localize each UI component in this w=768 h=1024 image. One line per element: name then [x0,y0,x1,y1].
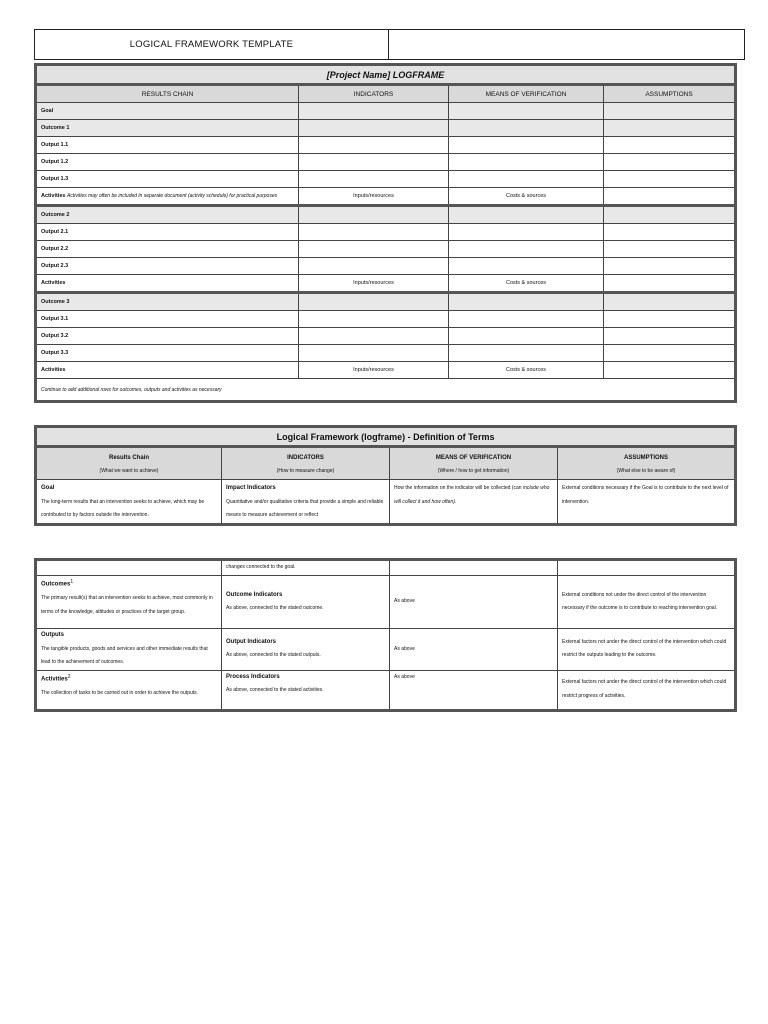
row-output-2-3: Output 2.3 [36,258,299,275]
def-sub-indicators: (How to measure change) [222,464,390,480]
outcomes-mov: As above [390,576,558,629]
process-indicators-term: Process Indicators [226,673,280,680]
goal-mov-a: How the information on the indicator will be collected (can [394,485,523,491]
footnote-1[interactable]: 1 [70,579,74,585]
cell [558,560,736,576]
row-outcome-2: Outcome 2 [36,206,299,224]
cell[interactable] [449,137,604,154]
definitions-caption: Logical Framework (logframe) - Definition of Terms [36,427,736,447]
cell[interactable] [449,171,604,188]
outcomes-term: Outcomes [41,581,71,588]
row-goal: Goal [36,103,299,120]
def-sub-results-chain: (What we want to achieve) [36,464,222,480]
row-output-1-2: Output 1.2 [36,154,299,171]
cell[interactable] [604,154,736,171]
cell[interactable] [299,171,449,188]
cell[interactable] [604,311,736,328]
costs-sources-cell: Costs & sources [449,362,604,379]
impact-indicators-term: Impact Indicators [226,485,276,491]
activities-mov: As above [390,670,558,710]
def-header-assumptions: ASSUMPTIONS [558,447,736,465]
logframe-table [34,63,737,403]
outputs-definition [36,629,222,671]
outcomes-assumption: External conditions not under the direct control of the intervention necessary if the outcome is to contribute to reaching intervention goal. [558,576,736,629]
process-indicators-definition [222,670,390,710]
cell[interactable] [604,241,736,258]
row-activities-1 [36,188,299,206]
inputs-resources-cell: Inputs/resources [299,188,449,206]
title-box [34,29,745,60]
activities-label: Activities [41,193,66,199]
cell[interactable] [449,328,604,345]
outputs-mov: As above [390,629,558,671]
cell[interactable] [449,241,604,258]
impact-indicators-cont: changes connected to the goal. [222,560,390,576]
goal-definition [36,480,222,525]
outcomes-definition [36,576,222,629]
cell[interactable] [449,224,604,241]
outcome-indicators-term: Outcome Indicators [226,591,283,598]
cell[interactable] [604,328,736,345]
cell[interactable] [604,188,736,206]
row-output-3-2: Output 3.2 [36,328,299,345]
impact-indicators-definition [222,480,390,525]
impact-indicators-desc: Quantitative and/or qualitative criteria that provide a simple and reliable means to measure achievement or reflect [226,498,384,518]
cell[interactable] [449,206,604,224]
cell [36,560,222,576]
output-indicators-term: Output Indicators [226,638,276,645]
def-header-mov: MEANS OF VERIFICATION [390,447,558,465]
cell[interactable] [299,241,449,258]
inputs-resources-cell: Inputs/resources [299,275,449,293]
logframe-caption: [Project Name] LOGFRAME [36,65,736,85]
row-output-3-3: Output 3.3 [36,345,299,362]
col-assumptions: ASSUMPTIONS [604,85,736,103]
cell[interactable] [299,328,449,345]
process-indicators-desc: As above, connected to the stated activities. [226,687,324,693]
cell[interactable] [604,120,736,137]
row-output-2-2: Output 2.2 [36,241,299,258]
cell[interactable] [299,258,449,275]
goal-mov [390,480,558,525]
goal-desc: The long-term results that an intervention seeks to achieve, which may be contributed to by factors outside the intervention. [41,498,205,518]
activities-definition [36,670,222,710]
cell[interactable] [299,345,449,362]
cell[interactable] [449,311,604,328]
cell[interactable] [449,154,604,171]
footnote-2[interactable]: 2 [67,673,71,680]
cell[interactable] [449,120,604,137]
output-indicators-definition [222,629,390,671]
cell[interactable] [299,154,449,171]
cell[interactable] [604,137,736,154]
cell[interactable] [604,293,736,311]
cell[interactable] [299,137,449,154]
def-sub-assumptions: (What else to be aware of) [558,464,736,480]
definitions-table [34,425,737,526]
continue-note: Continue to add additional rows for outcomes, outputs and activities as necessary [36,379,736,402]
outcome-indicators-desc: As above, connected to the stated outcome. [226,605,324,611]
cell[interactable] [449,103,604,120]
row-output-1-3: Output 1.3 [36,171,299,188]
cell[interactable] [449,345,604,362]
def-header-results-chain: Results Chain [36,447,222,465]
activities-term: Activities [41,676,68,683]
output-indicators-desc: As above, connected to the stated outputs. [226,652,321,659]
row-output-2-1: Output 2.1 [36,224,299,241]
col-means-of-verification: MEANS OF VERIFICATION [449,85,604,103]
col-results-chain: RESULTS CHAIN [36,85,299,103]
cell[interactable] [604,224,736,241]
outcomes-desc: The primary result(s) that an intervention seeks to achieve, most commonly in terms of the knowledge, attitudes or practices of the target group. [41,595,213,615]
title-blank-cell[interactable] [389,30,744,59]
cell[interactable] [604,345,736,362]
row-activities-3: Activities [36,362,299,379]
costs-sources-cell: Costs & sources [449,275,604,293]
cell[interactable] [604,103,736,120]
cell[interactable] [604,275,736,293]
cell[interactable] [604,258,736,275]
definitions-continuation-table [34,558,737,712]
row-output-1-1: Output 1.1 [36,137,299,154]
document-title: LOGICAL FRAMEWORK TEMPLATE [35,30,389,59]
row-activities-2: Activities [36,275,299,293]
cell[interactable] [449,258,604,275]
outputs-assumption: External factors not under the direct control of the intervention which could restrict the outputs leading to the outcome. [558,629,736,671]
activities-note: Activities may often be included in separate document (activity schedule) for practical purposes [67,193,278,199]
def-header-indicators: INDICATORS [222,447,390,465]
cell[interactable] [299,293,449,311]
outputs-term: Outputs [41,632,64,638]
cell [390,560,558,576]
row-outcome-3: Outcome 3 [36,293,299,311]
row-outcome-1: Outcome 1 [36,120,299,137]
goal-mov-b: include who will collect it and how often). [394,485,550,505]
inputs-resources-cell: Inputs/resources [299,362,449,379]
cell[interactable] [604,206,736,224]
cell[interactable] [604,362,736,379]
cell[interactable] [299,224,449,241]
cell[interactable] [299,311,449,328]
activities-assumption: External factors not under the direct control of the intervention which could restrict progress of activities. [558,670,736,710]
goal-term: Goal [41,485,55,491]
cell[interactable] [449,293,604,311]
outputs-desc: The tangible products, goods and services and other immediate results that lead to the achievement of outcomes. [41,645,208,665]
activities-desc: The collection of tasks to be carried out in order to achieve the outputs. [41,689,199,696]
col-indicators: INDICATORS [299,85,449,103]
costs-sources-cell: Costs & sources [449,188,604,206]
cell[interactable] [299,120,449,137]
goal-assumption: External conditions necessary if the Goal is to contribute to the next level of intervention. [558,480,736,525]
outcome-indicators-definition [222,576,390,629]
row-output-3-1: Output 3.1 [36,311,299,328]
cell[interactable] [299,103,449,120]
def-sub-mov: (Where / how to get information) [390,464,558,480]
cell[interactable] [604,171,736,188]
cell[interactable] [299,206,449,224]
